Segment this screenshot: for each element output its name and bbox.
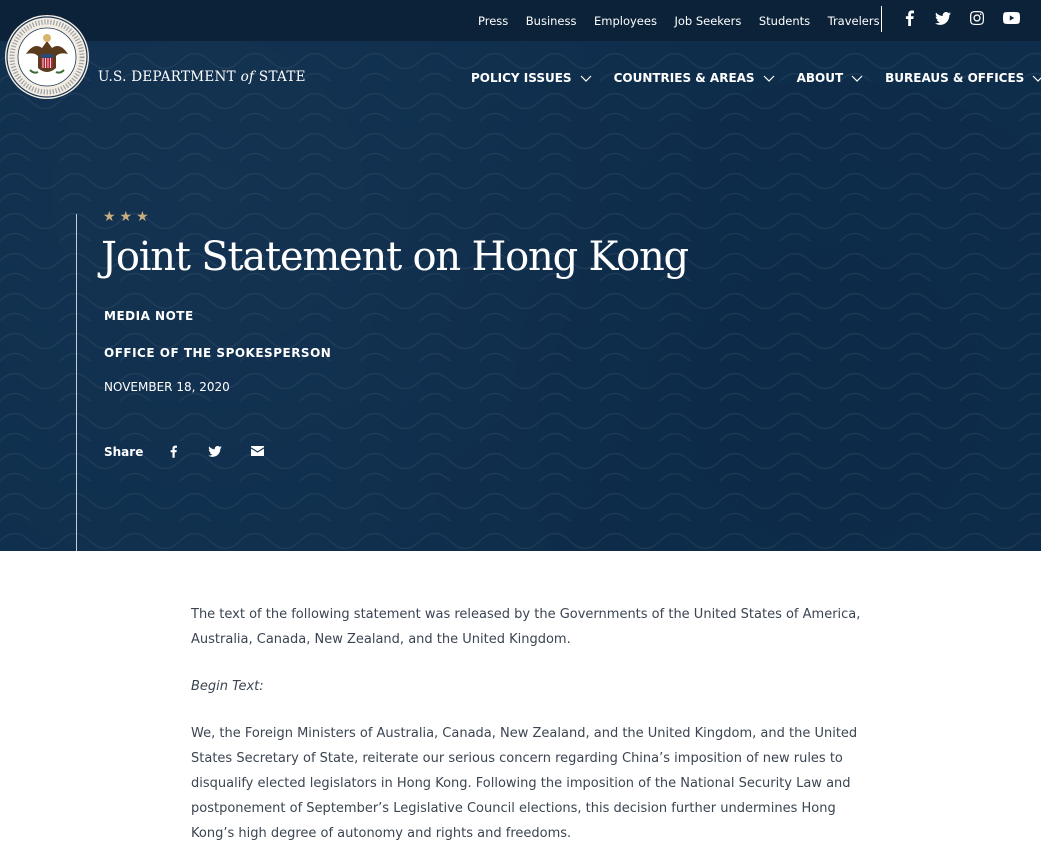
utility-bar [0, 0, 1041, 41]
chevron-down-icon [763, 75, 775, 82]
department-name-prefix: U.S. DEPARTMENT [98, 69, 241, 85]
content-type-label: MEDIA NOTE [104, 309, 194, 323]
share-email-icon[interactable] [250, 443, 264, 459]
chevron-down-icon [851, 75, 863, 82]
department-name-of: of [240, 69, 255, 85]
nav-label: COUNTRIES & AREAS [613, 71, 755, 85]
utility-link-business[interactable]: Business [525, 13, 577, 28]
share-facebook-icon[interactable] [166, 443, 180, 459]
department-name-suffix: STATE [254, 69, 306, 85]
hero-vertical-rule [76, 214, 77, 551]
nav-label: BUREAUS & OFFICES [885, 71, 1025, 85]
nav-label: POLICY ISSUES [471, 71, 572, 85]
page-title: Joint Statement on Hong Kong [101, 234, 688, 280]
begin-text-marker: Begin Text: [191, 679, 264, 694]
instagram-icon[interactable] [966, 7, 988, 29]
article-paragraph: We, the Foreign Ministers of Australia, Canada, New Zealand, and the United Kingdom, and the United States Secretary of State, reiterate our serious concern regarding China’s imposition of new rules to disqualify elected legislators in Hong Kong. Following the imposition of the National Security Law and postponement of September’s Legislative Council elections, this decision further undermines Hong Kong’s high degree of autonomy and rights and freedoms. [191, 726, 858, 841]
social-links [898, 0, 1034, 36]
stars-decoration: ★★★ [103, 209, 153, 225]
facebook-icon[interactable] [898, 7, 920, 29]
share-twitter-icon[interactable] [208, 443, 222, 459]
chevron-down-icon [580, 75, 592, 82]
department-name[interactable] [98, 69, 306, 85]
publish-date: NOVEMBER 18, 2020 [104, 380, 230, 394]
nav-policy-issues[interactable] [471, 71, 592, 85]
hero-background-pattern [0, 41, 1041, 551]
utility-link-students[interactable]: Students [758, 13, 811, 28]
article-intro: The text of the following statement was released by the Governments of the United States of America, Australia, Canada, New Zealand, and the United Kingdom. [191, 607, 861, 647]
department-seal-logo[interactable] [4, 14, 90, 100]
nav-bureaus-offices[interactable] [885, 71, 1041, 85]
chevron-down-icon [1032, 75, 1041, 82]
hero-section [0, 41, 1041, 551]
twitter-icon[interactable] [932, 7, 954, 29]
utility-link-travelers[interactable]: Travelers [827, 13, 880, 28]
utility-link-job-seekers[interactable]: Job Seekers [674, 13, 742, 28]
utility-link-press[interactable]: Press [478, 13, 509, 28]
main-navigation [471, 71, 1041, 85]
article-body [191, 602, 861, 854]
share-buttons [166, 443, 292, 459]
office-link[interactable]: OFFICE OF THE SPOKESPERSON [104, 346, 332, 360]
share-label: Share [104, 445, 144, 459]
utility-links [478, 0, 897, 41]
nav-label: ABOUT [796, 71, 844, 85]
nav-about[interactable] [797, 71, 864, 85]
utility-divider [881, 6, 882, 32]
nav-countries-areas[interactable] [614, 71, 775, 85]
utility-link-employees[interactable]: Employees [594, 13, 657, 28]
youtube-icon[interactable] [1000, 7, 1022, 29]
